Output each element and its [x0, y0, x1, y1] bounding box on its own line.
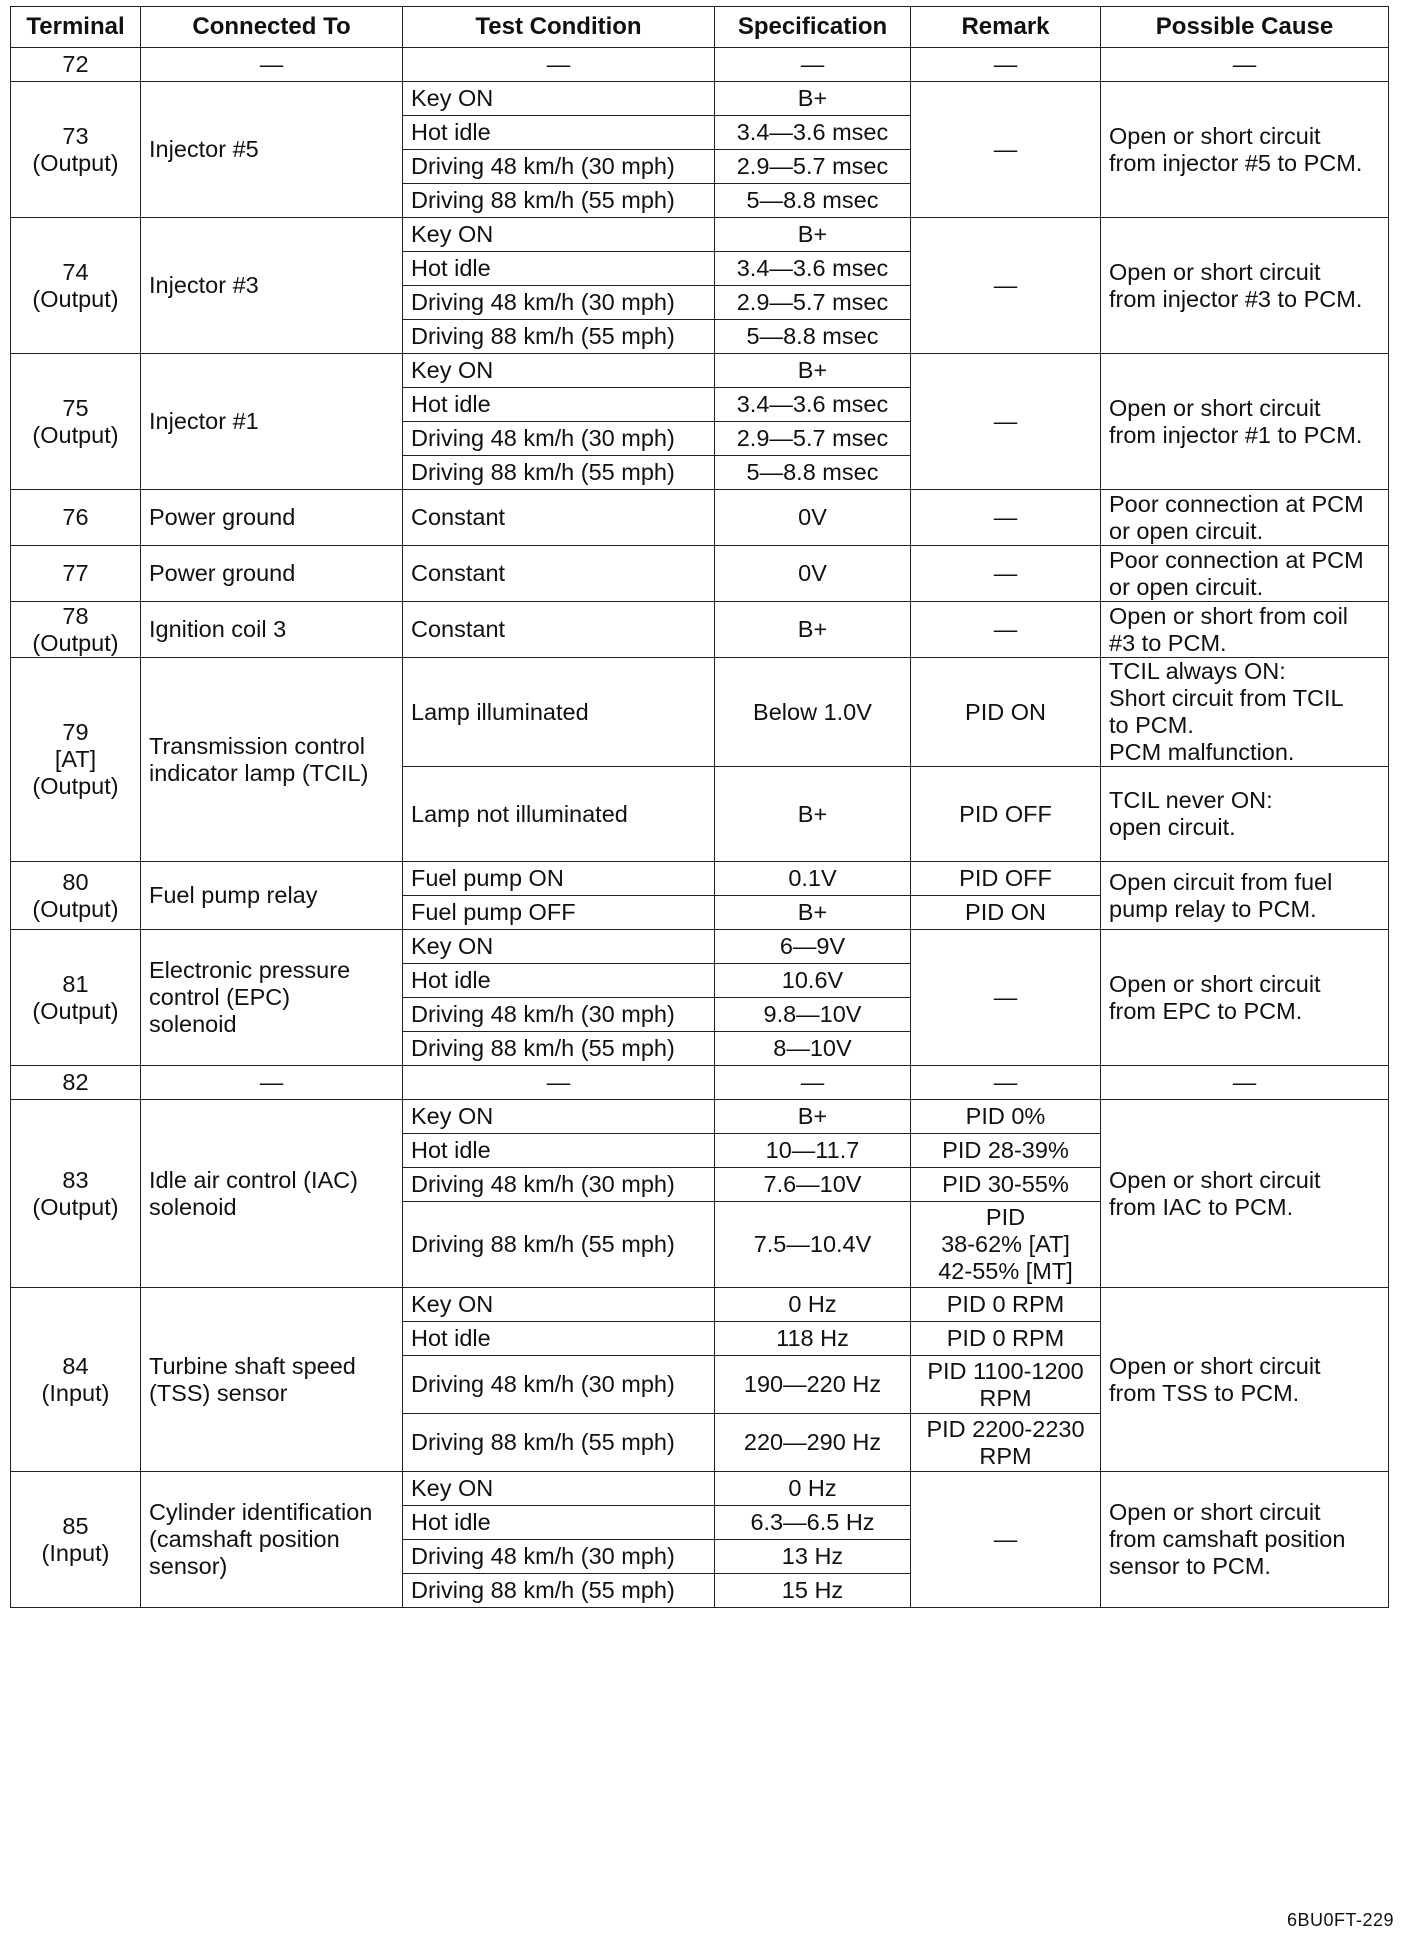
spec-cell: B+: [715, 218, 911, 252]
remark-cell: —: [911, 48, 1101, 82]
condition-cell: Hot idle: [403, 1506, 715, 1540]
condition-cell: Driving 48 km/h (30 mph): [403, 286, 715, 320]
terminal-cell: 81 (Output): [11, 930, 141, 1066]
spec-cell: —: [715, 1066, 911, 1100]
connected-cell: Injector #5: [141, 82, 403, 218]
spec-cell: B+: [715, 767, 911, 862]
spec-cell: 9.8—10V: [715, 998, 911, 1032]
condition-cell: Driving 48 km/h (30 mph): [403, 422, 715, 456]
spec-cell: 3.4—3.6 msec: [715, 252, 911, 286]
condition-cell: Key ON: [403, 82, 715, 116]
terminal-cell: 74 (Output): [11, 218, 141, 354]
connected-cell: —: [141, 1066, 403, 1100]
spec-cell: B+: [715, 1100, 911, 1134]
cause-cell: Poor connection at PCM or open circuit.: [1101, 546, 1389, 602]
spec-cell: 7.6—10V: [715, 1168, 911, 1202]
table-row: [11, 862, 1389, 896]
table-header: [11, 7, 1389, 48]
pcm-terminal-table: [10, 6, 1389, 1608]
cause-cell: Poor connection at PCM or open circuit.: [1101, 490, 1389, 546]
spec-cell: 3.4—3.6 msec: [715, 388, 911, 422]
condition-cell: Driving 88 km/h (55 mph): [403, 320, 715, 354]
table-row: [11, 48, 1389, 82]
remark-cell: —: [911, 930, 1101, 1066]
spec-cell: Below 1.0V: [715, 658, 911, 767]
condition-cell: —: [403, 48, 715, 82]
condition-cell: Hot idle: [403, 388, 715, 422]
condition-cell: Key ON: [403, 218, 715, 252]
spec-cell: 2.9—5.7 msec: [715, 422, 911, 456]
terminal-cell: 82: [11, 1066, 141, 1100]
connected-cell: Power ground: [141, 546, 403, 602]
cause-cell: Open or short circuit from injector #1 to PCM.: [1101, 354, 1389, 490]
header-terminal: Terminal: [11, 7, 141, 48]
remark-cell: PID 0%: [911, 1100, 1101, 1134]
cause-cell: Open or short from coil #3 to PCM.: [1101, 602, 1389, 658]
spec-cell: 0 Hz: [715, 1288, 911, 1322]
spec-cell: B+: [715, 354, 911, 388]
condition-cell: Driving 88 km/h (55 mph): [403, 1032, 715, 1066]
spec-cell: 8—10V: [715, 1032, 911, 1066]
remark-cell: —: [911, 602, 1101, 658]
spec-cell: 15 Hz: [715, 1574, 911, 1608]
spec-cell: B+: [715, 602, 911, 658]
remark-cell: —: [911, 546, 1101, 602]
table-row: [11, 354, 1389, 388]
connected-cell: Fuel pump relay: [141, 862, 403, 930]
condition-cell: Key ON: [403, 930, 715, 964]
cause-cell: —: [1101, 1066, 1389, 1100]
condition-cell: Key ON: [403, 1472, 715, 1506]
terminal-cell: 79 [AT] (Output): [11, 658, 141, 862]
remark-cell: —: [911, 82, 1101, 218]
condition-cell: Hot idle: [403, 1322, 715, 1356]
terminal-cell: 75 (Output): [11, 354, 141, 490]
spec-cell: —: [715, 48, 911, 82]
cause-cell: Open or short circuit from camshaft position sensor to PCM.: [1101, 1472, 1389, 1608]
condition-cell: Lamp not illuminated: [403, 767, 715, 862]
spec-cell: 7.5—10.4V: [715, 1202, 911, 1288]
connected-cell: Turbine shaft speed (TSS) sensor: [141, 1288, 403, 1472]
remark-cell: —: [911, 1472, 1101, 1608]
cause-cell: Open or short circuit from injector #3 to PCM.: [1101, 218, 1389, 354]
terminal-cell: 83 (Output): [11, 1100, 141, 1288]
header-specification: Specification: [715, 7, 911, 48]
condition-cell: Hot idle: [403, 116, 715, 150]
terminal-cell: 72: [11, 48, 141, 82]
header-connected-to: Connected To: [141, 7, 403, 48]
condition-cell: Driving 48 km/h (30 mph): [403, 150, 715, 184]
table-row: [11, 930, 1389, 964]
terminal-cell: 77: [11, 546, 141, 602]
cause-cell: TCIL never ON: open circuit.: [1101, 767, 1389, 862]
spec-cell: 6.3—6.5 Hz: [715, 1506, 911, 1540]
table-row: [11, 546, 1389, 602]
remark-cell: PID 38-62% [AT] 42-55% [MT]: [911, 1202, 1101, 1288]
cause-cell: Open or short circuit from injector #5 to PCM.: [1101, 82, 1389, 218]
remark-cell: PID 30-55%: [911, 1168, 1101, 1202]
condition-cell: Lamp illuminated: [403, 658, 715, 767]
condition-cell: Hot idle: [403, 252, 715, 286]
header-test-condition: Test Condition: [403, 7, 715, 48]
connected-cell: —: [141, 48, 403, 82]
connected-cell: Transmission control indicator lamp (TCIL): [141, 658, 403, 862]
remark-cell: PID 0 RPM: [911, 1322, 1101, 1356]
condition-cell: Key ON: [403, 354, 715, 388]
spec-cell: 5—8.8 msec: [715, 456, 911, 490]
remark-cell: PID OFF: [911, 767, 1101, 862]
spec-cell: 0 Hz: [715, 1472, 911, 1506]
table-row: [11, 658, 1389, 767]
condition-cell: Constant: [403, 602, 715, 658]
condition-cell: Driving 88 km/h (55 mph): [403, 1414, 715, 1472]
remark-cell: PID 28-39%: [911, 1134, 1101, 1168]
cause-cell: —: [1101, 48, 1389, 82]
remark-cell: PID 2200-2230 RPM: [911, 1414, 1101, 1472]
condition-cell: Driving 48 km/h (30 mph): [403, 1540, 715, 1574]
spec-cell: 0.1V: [715, 862, 911, 896]
terminal-cell: 73 (Output): [11, 82, 141, 218]
spec-cell: 5—8.8 msec: [715, 184, 911, 218]
condition-cell: Hot idle: [403, 1134, 715, 1168]
spec-cell: 0V: [715, 546, 911, 602]
remark-cell: —: [911, 218, 1101, 354]
condition-cell: Constant: [403, 546, 715, 602]
remark-cell: PID ON: [911, 658, 1101, 767]
cause-cell: Open or short circuit from IAC to PCM.: [1101, 1100, 1389, 1288]
pcm-terminal-table-sheet: [10, 6, 1388, 1608]
remark-cell: PID ON: [911, 896, 1101, 930]
remark-cell: —: [911, 490, 1101, 546]
table-row: [11, 1066, 1389, 1100]
remark-cell: PID 1100-1200 RPM: [911, 1356, 1101, 1414]
remark-cell: PID OFF: [911, 862, 1101, 896]
condition-cell: Driving 88 km/h (55 mph): [403, 184, 715, 218]
table-row: [11, 218, 1389, 252]
cause-cell: Open or short circuit from EPC to PCM.: [1101, 930, 1389, 1066]
header-possible-cause: Possible Cause: [1101, 7, 1389, 48]
cause-cell: Open or short circuit from TSS to PCM.: [1101, 1288, 1389, 1472]
condition-cell: Driving 88 km/h (55 mph): [403, 456, 715, 490]
remark-cell: PID 0 RPM: [911, 1288, 1101, 1322]
spec-cell: 2.9—5.7 msec: [715, 150, 911, 184]
terminal-cell: 78 (Output): [11, 602, 141, 658]
condition-cell: Fuel pump OFF: [403, 896, 715, 930]
cause-cell: Open circuit from fuel pump relay to PCM.: [1101, 862, 1389, 930]
spec-cell: 118 Hz: [715, 1322, 911, 1356]
terminal-cell: 80 (Output): [11, 862, 141, 930]
condition-cell: Fuel pump ON: [403, 862, 715, 896]
spec-cell: 6—9V: [715, 930, 911, 964]
cause-cell: TCIL always ON: Short circuit from TCIL to PCM. PCM malfunction.: [1101, 658, 1389, 767]
terminal-cell: 76: [11, 490, 141, 546]
table-row: [11, 82, 1389, 116]
table-row: [11, 1288, 1389, 1322]
condition-cell: Driving 48 km/h (30 mph): [403, 1168, 715, 1202]
condition-cell: Hot idle: [403, 964, 715, 998]
condition-cell: Driving 88 km/h (55 mph): [403, 1574, 715, 1608]
spec-cell: 10.6V: [715, 964, 911, 998]
spec-cell: 2.9—5.7 msec: [715, 286, 911, 320]
connected-cell: Injector #3: [141, 218, 403, 354]
connected-cell: Idle air control (IAC) solenoid: [141, 1100, 403, 1288]
condition-cell: Key ON: [403, 1288, 715, 1322]
condition-cell: —: [403, 1066, 715, 1100]
spec-cell: 10—11.7: [715, 1134, 911, 1168]
spec-cell: 5—8.8 msec: [715, 320, 911, 354]
spec-cell: 190—220 Hz: [715, 1356, 911, 1414]
remark-cell: —: [911, 1066, 1101, 1100]
spec-cell: 3.4—3.6 msec: [715, 116, 911, 150]
spec-cell: 13 Hz: [715, 1540, 911, 1574]
condition-cell: Driving 88 km/h (55 mph): [403, 1202, 715, 1288]
condition-cell: Driving 48 km/h (30 mph): [403, 1356, 715, 1414]
spec-cell: B+: [715, 82, 911, 116]
remark-cell: —: [911, 354, 1101, 490]
connected-cell: Electronic pressure control (EPC) solenoid: [141, 930, 403, 1066]
table-row: [11, 1472, 1389, 1506]
terminal-cell: 84 (Input): [11, 1288, 141, 1472]
condition-cell: Key ON: [403, 1100, 715, 1134]
terminal-cell: 85 (Input): [11, 1472, 141, 1608]
table-row: [11, 602, 1389, 658]
spec-cell: B+: [715, 896, 911, 930]
table-row: [11, 490, 1389, 546]
condition-cell: Constant: [403, 490, 715, 546]
spec-cell: 0V: [715, 490, 911, 546]
table-row: [11, 1100, 1389, 1134]
spec-cell: 220—290 Hz: [715, 1414, 911, 1472]
connected-cell: Ignition coil 3: [141, 602, 403, 658]
connected-cell: Cylinder identification (camshaft position sensor): [141, 1472, 403, 1608]
header-remark: Remark: [911, 7, 1101, 48]
figure-code: 6BU0FT-229: [1286, 1910, 1394, 1930]
connected-cell: Injector #1: [141, 354, 403, 490]
connected-cell: Power ground: [141, 490, 403, 546]
condition-cell: Driving 48 km/h (30 mph): [403, 998, 715, 1032]
